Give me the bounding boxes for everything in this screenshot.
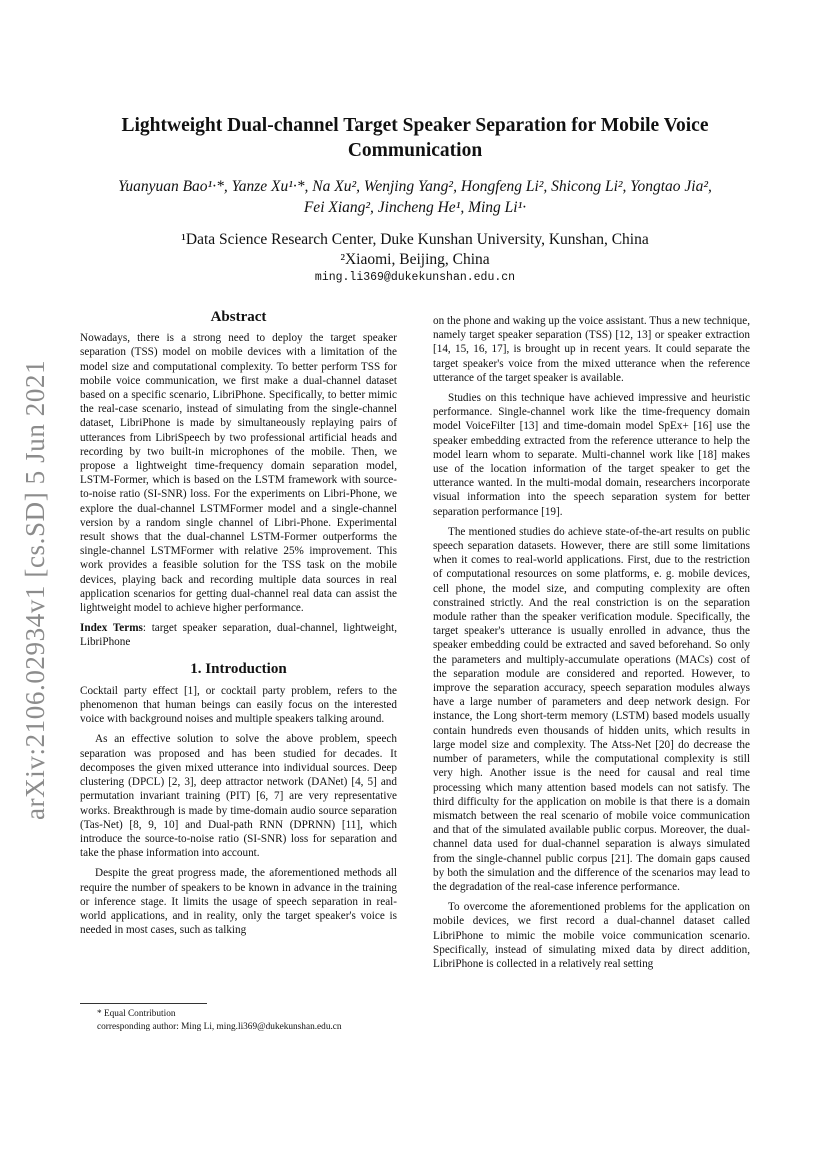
left-column: [80, 310, 397, 943]
affiliations: [80, 230, 750, 270]
footnote-equal-contribution: * Equal Contribution: [97, 1009, 176, 1019]
intro-paragraph-2: As an effective solution to solve the above problem, speech separation was proposed and has been studied for decades. It decomposes the given mixed utterance into individual sources. Deep clustering (DPCL) [2, 3], deep attractor network (DANet) [4, 5] and permutation invariant training (PIT) [6, 7] are very representative works. Breakthrough is made by time-domain audio source separation (Tas-Net) [8, 9, 10] and Dual-path RNN (DPRNN) [11], which introduce the source-to-noise ratio (SI-SNR) loss for separation and take the phase information into account.: [80, 733, 397, 860]
intro-paragraph-1: Cocktail party effect [1], or cocktail party problem, refers to the phenomenon that human beings can easily focus on the interested voice with background noises and multiple speakers talking around.: [80, 684, 397, 726]
index-terms: [80, 621, 397, 649]
arxiv-stamp: arXiv:2106.02934v1 [cs.SD] 5 Jun 2021: [20, 359, 50, 820]
authors-line-1: Yuanyuan Bao¹·*, Yanze Xu¹·*, Na Xu², Wenjing Yang², Hongfeng Li², Shicong Li², Yongtao Jia²,: [118, 178, 712, 195]
contact-email[interactable]: ming.li369@dukekunshan.edu.cn: [314, 271, 516, 284]
footnote-rule: [80, 1003, 207, 1004]
author-list: [80, 176, 750, 218]
index-terms-label: Index Terms: [80, 622, 143, 635]
footnote-corresponding-author: corresponding author: Ming Li, ming.li369@dukekunshan.edu.cn: [97, 1022, 342, 1032]
affiliation-2: ²Xiaomi, Beijing, China: [340, 251, 490, 268]
index-terms-text: : target speaker separation, dual-channel, lightweight, LibriPhone: [80, 622, 397, 649]
right-paragraph-4: To overcome the aforementioned problems for the application on mobile devices, we first record a dual-channel dataset called LibriPhone to mimic the mobile voice communication scenario. Specifically, instead of simulating mixed data by direct addition, LibriPhone is collected in a relatively real setting: [433, 901, 750, 970]
introduction-heading: 1. Introduction: [190, 660, 287, 677]
paper-title: Lightweight Dual-channel Target Speaker Separation for Mobile Voice Communication: [121, 115, 709, 161]
right-paragraph-1: on the phone and waking up the voice assistant. Thus a new technique, namely target speaker separation (TSS) [12, 13] or speaker extraction [14, 15, 16, 17], is brought up in recent years. It could separate the target speaker's voice from the mixed utterance when the reference utterance of the target speaker is available.: [433, 315, 750, 384]
footnotes: [80, 1008, 400, 1034]
right-paragraph-2: Studies on this technique have achieved impressive and heuristic performance. Single-channel work like the time-frequency domain model VoiceFilter [13] and time-domain model SpEx+ [16] use the speaker embedding extracted from the reference utterance to help the model learn whom to separate. Multi-channel work like [18] makes use of the location information of the target speaker to get the utterance wanted. In the multi-modal domain, researchers incorporate visual information into the speech separation system for better separation performance [19].: [433, 392, 750, 518]
authors-line-2: Fei Xiang², Jincheng He¹, Ming Li¹·: [303, 199, 527, 216]
abstract-heading: Abstract: [210, 309, 267, 325]
abstract-text: Nowadays, there is a strong need to deploy the target speaker separation (TSS) model on mobile devices with a limitation of the model size and computational complexity. To better perform TSS for mobile voice communication, we first make a dual-channel dataset based on a specific scenario, LibriPhone. Specifically, to better mimic the real-case scenario, instead of simulating from the single-channel dataset, LibriPhone is made by simultaneously replaying pairs of utterances from LibriSpeech by two professional artificial heads and recording by two built-in microphones of the mobile. Then, we propose a lightweight time-frequency domain separation model, LSTM-Former, which is based on the LSTM framework with source-to-noise ratio (SI-SNR) loss. For the experiments on Libri-Phone, we explore the dual-channel LSTMFormer model and a single-channel version by a random single channel of Libri-Phone. Experimental result shows that the dual-channel LSTM-Former outperforms the single-channel LSTMFormer with relative 25% improvement. This work provides a feasible solution for the TSS task on the mobile devices, playing back and recording multiple data sources in real application scenarios for getting dual-channel real data can assist the lightweight model to achieve higher performance.: [80, 332, 397, 615]
intro-paragraph-3: Despite the great progress made, the aforementioned methods all require the number of speakers to be known in advance in the training or inference stage. It limits the usage of speech separation in real-world applications, and in reality, only the target speaker's voice is needed in most cases, such as talking: [80, 867, 397, 937]
right-paragraph-3: The mentioned studies do achieve state-of-the-art results on public speech separation datasets. However, there are still some limitations when it comes to real-world applications. First, due to the restriction of computational resources on some platforms, e. g. mobile devices, cell phone, the model size, and computing complexity are often constrained strictly. And the real constriction is on the separation module rather than the speaker verification module. Specifically, the target speaker's utterance is usually enrolled in advance, thus the speaker embedding could be extracted and saved beforehand. So only the parameters and multiply-accumulate operations (MACs) cost of the separation module are considered and reported. However, to improve the separation accuracy, speech separation modules always have a large number of parameters and deep network design. For instance, the Long short-term memory (LSTM) based models usually contain hundreds even thousands of hidden units, which results in large model size and complexity. The Atss-Net [20] do decrease the number of parameters, while the computational complexity is still very high. Another issue is the need for causal and real time processing which many attention based models can not satisfy. The third difficulty for the application on mobile is that there is a domain mismatch between the real scenario of mobile voice communication and that of the simulated available public corpus. Moreover, the dual-channel data used for dual-channel separation is always simulated from the single-channel public corpus [21]. The domain gaps caused by both the simulation and the difference of the scenarios may lead to the degradation of the real-case inference performance.: [433, 525, 750, 893]
right-column: [433, 314, 750, 977]
affiliation-1: ¹Data Science Research Center, Duke Kunshan University, Kunshan, China: [181, 231, 649, 248]
